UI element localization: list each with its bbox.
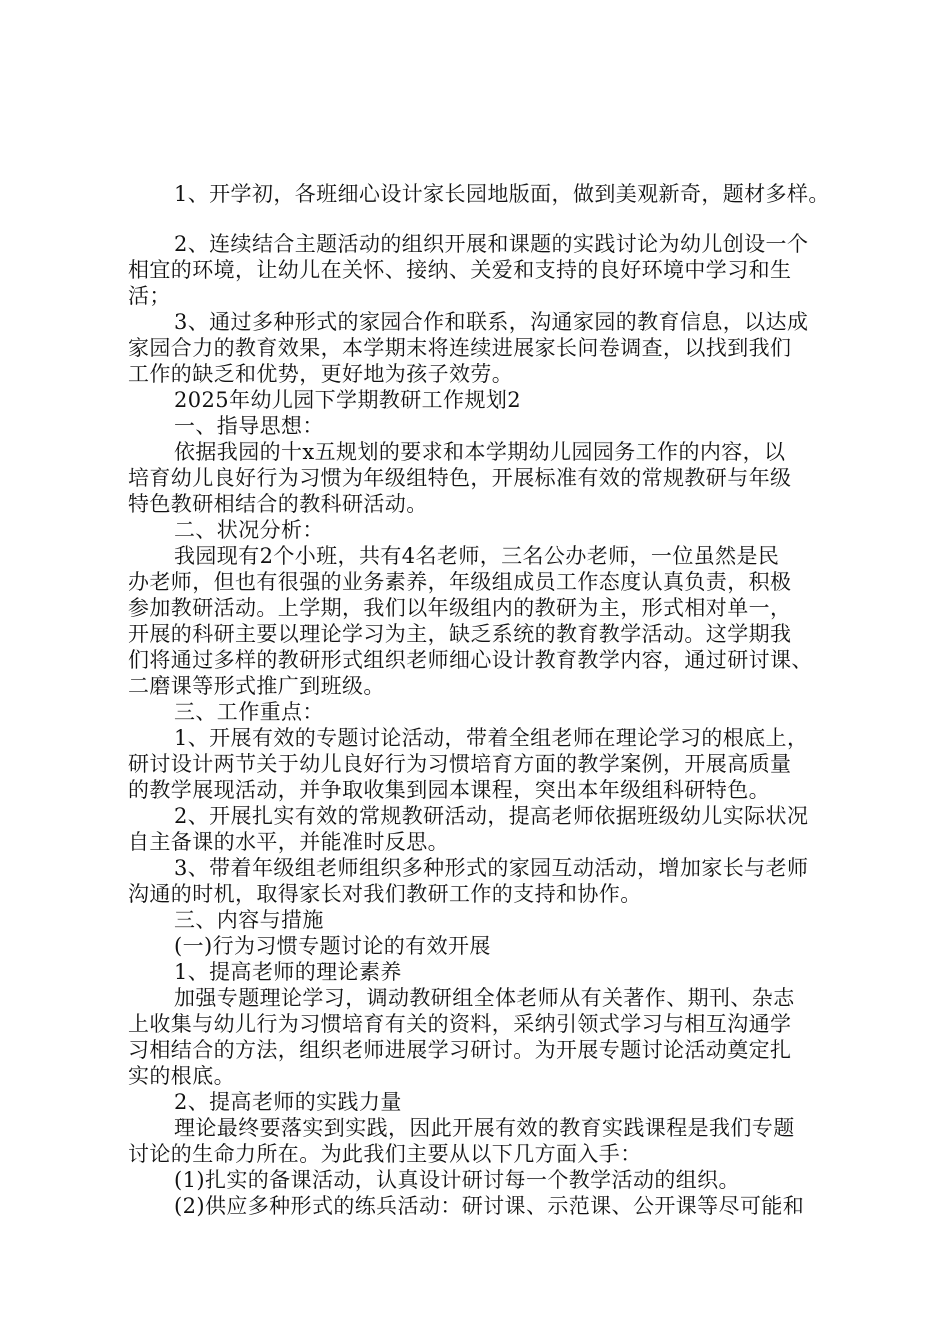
paragraph-line: 培育幼儿良好行为习惯为年级组特色，开展标准有效的常规教研与年级 <box>128 466 792 490</box>
paragraph-line: 3、带着年级组老师组织多种形式的家园互动活动，增加家长与老师 <box>174 856 809 880</box>
section-title: 2025年幼儿园下学期教研工作规划2 <box>174 388 522 412</box>
paragraph-line: 加强专题理论学习，调动教研组全体老师从有关著作、期刊、杂志 <box>174 986 795 1010</box>
paragraph-line: 3、通过多种形式的家园合作和联系，沟通家园的教育信息，以达成 <box>174 310 809 334</box>
paragraph-line: 讨论的生命力所在。为此我们主要从以下几方面入手： <box>128 1142 642 1166</box>
paragraph-line: 相宜的环境，让幼儿在关怀、接纳、关爱和支持的良好环境中学习和生 <box>128 258 792 282</box>
subheading: (一)行为习惯专题讨论的有效开展 <box>174 934 491 958</box>
paragraph-line: 家园合力的教育效果，本学期末将连续进展家长问卷调查，以找到我们 <box>128 336 792 360</box>
paragraph-line: 实的根底。 <box>128 1064 235 1088</box>
subheading: 1、提高老师的理论素养 <box>174 960 402 984</box>
paragraph-line: 特色教研相结合的教科研活动。 <box>128 492 428 516</box>
paragraph-line: 2、开展扎实有效的常规教研活动，提高老师依据班级幼儿实际状况 <box>174 804 809 828</box>
heading: 三、内容与措施 <box>174 908 324 932</box>
paragraph-line: (2)供应多种形式的练兵活动：研讨课、示范课、公开课等尽可能和 <box>174 1194 805 1218</box>
paragraph-line: 活； <box>128 284 171 308</box>
heading: 三、工作重点： <box>174 700 324 724</box>
paragraph-line: 1、开学初，各班细心设计家长园地版面，做到美观新奇，题材多样。 <box>174 182 830 206</box>
paragraph-line: 的教学展现活动，并争取收集到园本课程，突出本年级组科研特色。 <box>128 778 770 802</box>
paragraph-line: 我园现有2个小班，共有4名老师，三名公办老师，一位虽然是民 <box>174 544 780 568</box>
paragraph-line: 们将通过多样的教研形式组织老师细心设计教育教学内容，通过研讨课、 <box>128 648 813 672</box>
paragraph-line: 自主备课的水平，并能准时反思。 <box>128 830 449 854</box>
paragraph-line: 开展的科研主要以理论学习为主，缺乏系统的教育教学活动。这学期我 <box>128 622 792 646</box>
heading: 一、指导思想： <box>174 414 324 438</box>
paragraph-line: 理论最终要落实到实践，因此开展有效的教育实践课程是我们专题 <box>174 1116 795 1140</box>
paragraph-line: 依据我园的十x五规划的要求和本学期幼儿园园务工作的内容，以 <box>174 440 786 464</box>
subheading: 2、提高老师的实践力量 <box>174 1090 402 1114</box>
paragraph-line: 沟通的时机，取得家长对我们教研工作的支持和协作。 <box>128 882 642 906</box>
paragraph-line: 上收集与幼儿行为习惯培育有关的资料，采纳引领式学习与相互沟通学 <box>128 1012 792 1036</box>
paragraph-line: 习相结合的方法，组织老师进展学习研讨。为开展专题讨论活动奠定扎 <box>128 1038 792 1062</box>
paragraph-line: 工作的缺乏和优势，更好地为孩子效劳。 <box>128 362 514 386</box>
paragraph-line: 二磨课等形式推广到班级。 <box>128 674 385 698</box>
paragraph-line: 1、开展有效的专题讨论活动，带着全组老师在理论学习的根底上， <box>174 726 809 750</box>
paragraph-line: 参加教研活动。上学期，我们以年级组内的教研为主，形式相对单一， <box>128 596 792 620</box>
paragraph-line: 办老师，但也有很强的业务素养，年级组成员工作态度认真负责，积极 <box>128 570 792 594</box>
paragraph-line: 研讨设计两节关于幼儿良好行为习惯培育方面的教学案例，开展高质量 <box>128 752 792 776</box>
paragraph-line: (1)扎实的备课活动，认真设计研讨每一个教学活动的组织。 <box>174 1168 740 1192</box>
paragraph-line: 2、连续结合主题活动的组织开展和课题的实践讨论为幼儿创设一个 <box>174 232 809 256</box>
heading: 二、状况分析： <box>174 518 324 542</box>
